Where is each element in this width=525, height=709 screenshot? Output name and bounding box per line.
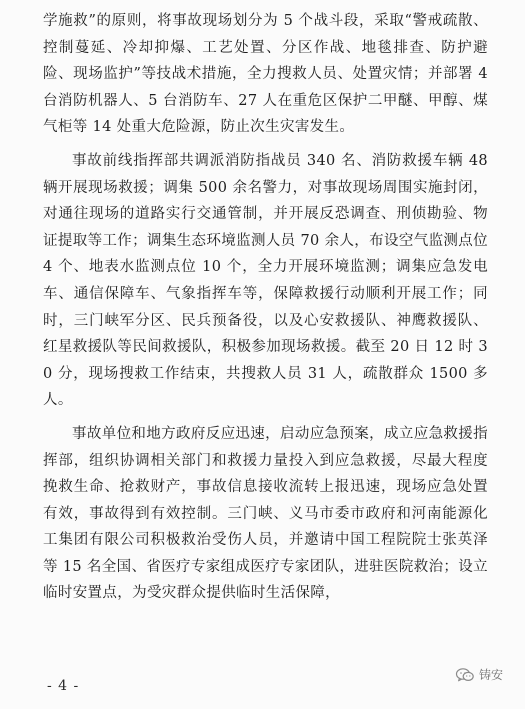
watermark-label: 铸安 <box>478 668 503 682</box>
wechat-icon <box>455 667 475 683</box>
page-number: - 4 - <box>47 678 80 694</box>
document-body <box>43 8 488 614</box>
paragraph-3: 事故单位和地方政府反应迅速，启动应急预案，成立应急救援指挥部，组织协调相关部门和救援力量投入到应急救援，尽最大程度挽救生命、抢救财产，事故信息接收流转上报迅速，现场应急处置有效，事故得到有效控制。三门峡、义马市委市政府和河南能源化工集团有限公司积极救治受伤人员，并邀请中国工程院院士张英泽等 15 名全国、省医疗专家组成医疗专家团队，进驻医院救治；设立临时安置点，为受灾群众提供临时生活保障， <box>43 425 488 602</box>
paragraph-2: 事故前线指挥部共调派消防指战员 340 名、消防救援车辆 48 辆开展现场救援；调集 500 余名警力，对事故现场周围实施封闭，对通往现场的道路实行交通管制，并开展反恐调查、刑侦勘验、物证提取等工作；调集生态环境监测人员 70 余人，布设空气监测点位 4 个、地表水监测点位 10 个，全力开展环境监测；调集应急发电车、通信保障车、气象指挥车等，保障救援行动顺利开展工作；同时，三门峡军分区、民兵预备役，以及心安救援队、神鹰救援队、红星救援队等民间救援队，积极参加现场救援。截至 20 日 12 时 30 分，现场搜救工作结束，共搜救人员 31 人，疏散群众 1500 多人。 <box>43 152 488 409</box>
watermark <box>455 666 503 683</box>
paragraph-1: 学施救”的原则，将事故现场划分为 5 个战斗段，采取“警戒疏散、控制蔓延、冷却抑爆、工艺处置、分区作战、地毯排查、防护避险、现场监护”等技战术措施，全力搜救人员、处置灾情；并部署 4 台消防机器人、5 台消防车、27 人在重危区保护二甲醚、甲醇、煤气柜等 14 处重大危险源，防止次生灾害发生。 <box>43 13 488 136</box>
